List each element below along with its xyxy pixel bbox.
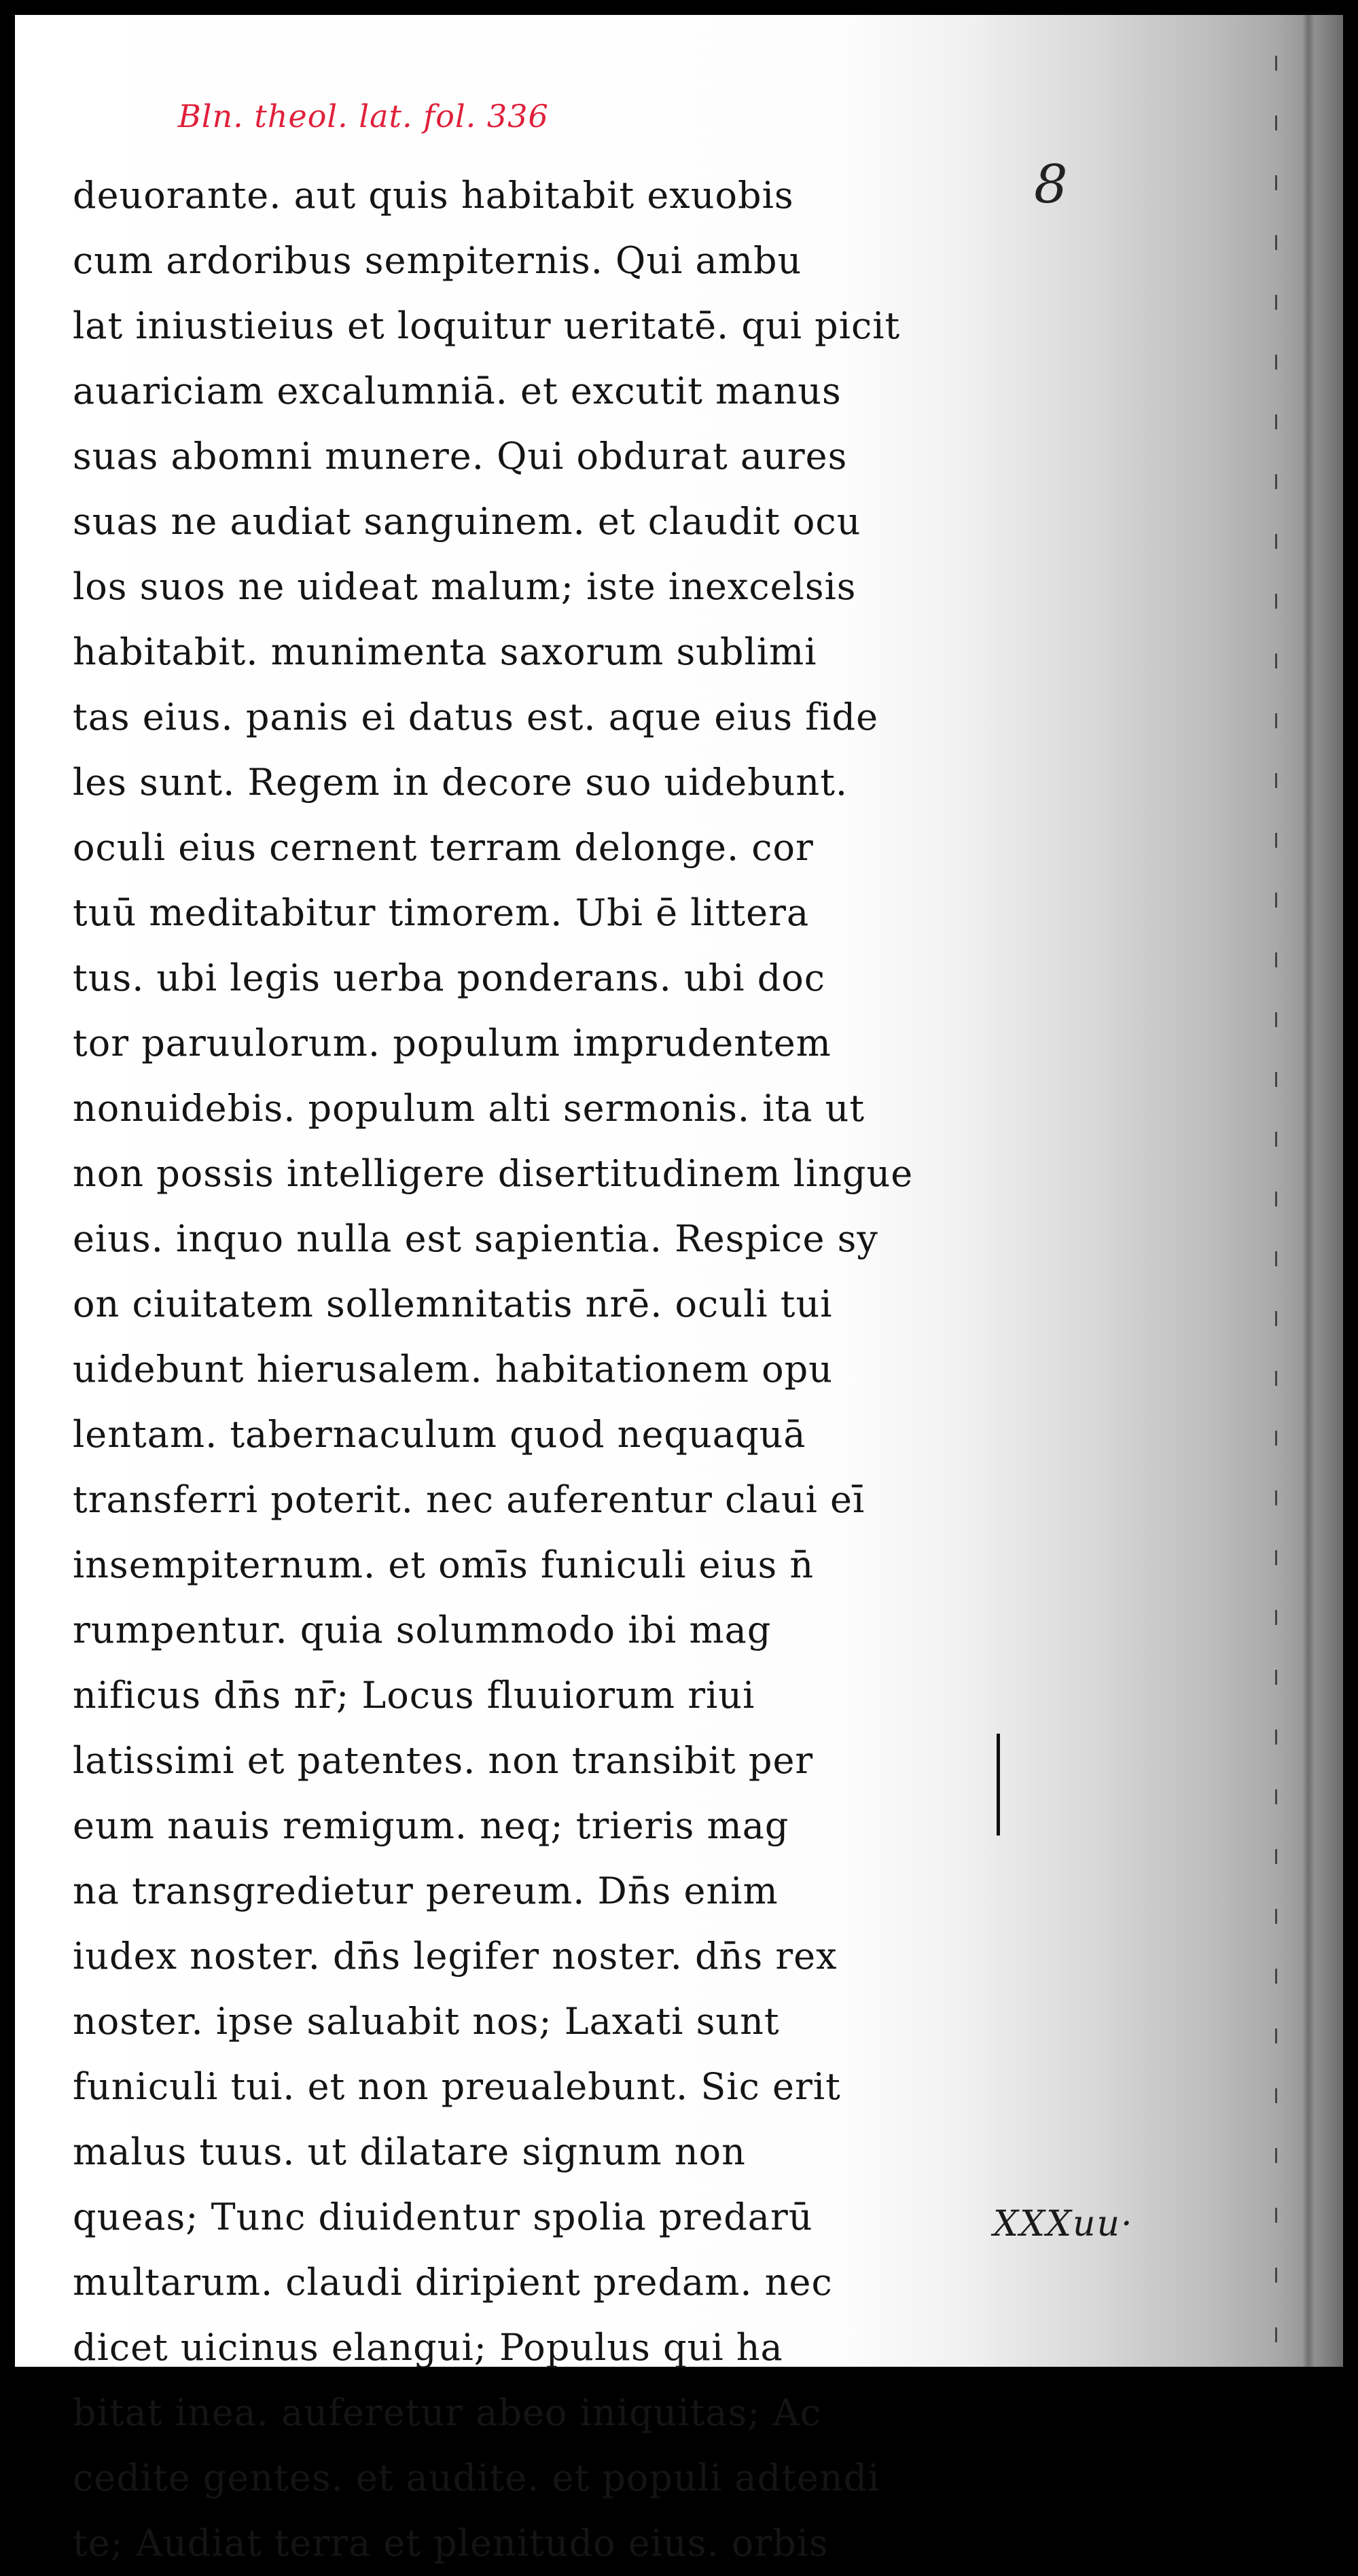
ruling-dash: [1275, 175, 1277, 190]
page-fold-shadow: [1302, 15, 1315, 2367]
ruling-dash: [1275, 295, 1277, 310]
text-line: lentam. tabernaculum quod nequaquā: [73, 1413, 806, 1456]
text-line: habitabit. munimenta saxorum sublimi: [73, 630, 817, 673]
ruling-dash: [1275, 1610, 1277, 1625]
text-line: oculi eius cernent terram delonge. cor: [73, 826, 814, 869]
ruling-dash: [1275, 594, 1277, 609]
text-line: tas eius. panis ei datus est. aque eius fide: [73, 696, 879, 738]
ruling-dash: [1275, 2148, 1277, 2163]
ruling-dash: [1275, 713, 1277, 728]
ruling-dash: [1275, 1132, 1277, 1147]
text-line: na transgredietur pereum. Dn̄s enim: [73, 1870, 779, 1912]
text-line: eius. inquo nulla est sapientia. Respice sy: [73, 1217, 878, 1260]
ruling-dash: [1275, 833, 1277, 848]
text-line: multarum. claudi diripient predam. nec: [73, 2261, 833, 2304]
ruling-dash: [1275, 2208, 1277, 2223]
ruling-dash: [1275, 1431, 1277, 1446]
manuscript-text-block: [73, 163, 1037, 2576]
ruling-dash: [1275, 1490, 1277, 1505]
ruling-dash: [1275, 1012, 1277, 1027]
text-line: suas ne audiat sanguinem. et claudit ocu: [73, 500, 861, 543]
text-line: tus. ubi legis uerba ponderans. ubi doc: [73, 956, 826, 999]
text-line: queas; Tunc diuidentur spolia predarū: [73, 2196, 813, 2238]
ruling-dash: [1275, 952, 1277, 967]
ruling-dash: [1275, 1730, 1277, 1745]
margin-vertical-stroke: [997, 1734, 1000, 1836]
text-line: nificus dn̄s nr̄; Locus fluuiorum riui: [73, 1674, 755, 1717]
ruling-dash: [1275, 773, 1277, 788]
ruling-dash: [1275, 654, 1277, 668]
text-line: on ciuitatem sollemnitatis nrē. oculi tui: [73, 1283, 833, 1325]
folio-number: 8: [1034, 154, 1068, 215]
text-line: suas abomni munere. Qui obdurat aures: [73, 435, 848, 478]
ruling-dash: [1275, 235, 1277, 250]
ruling-dash: [1275, 2088, 1277, 2103]
text-line: noster. ipse saluabit nos; Laxati sunt: [73, 2000, 780, 2043]
ruling-dash: [1275, 1192, 1277, 1206]
text-line: bitat inea. auferetur abeo iniquitas; Ac: [73, 2391, 821, 2434]
text-line: eum nauis remigum. neq; trieris mag: [73, 1804, 789, 1847]
ruling-dash: [1275, 1969, 1277, 1984]
ruling-dash: [1275, 2327, 1277, 2342]
text-line: latissimi et patentes. non transibit per: [73, 1739, 814, 1782]
margin-chapter-numeral: XXXuu·: [993, 2204, 1134, 2244]
text-line: rumpentur. quia solummodo ibi mag: [73, 1609, 772, 1651]
ruling-dash: [1275, 2268, 1277, 2283]
text-line: nonuidebis. populum alti sermonis. ita ut: [73, 1087, 865, 1130]
ruling-dash: [1275, 1909, 1277, 1924]
ruling-dash: [1275, 1311, 1277, 1326]
text-line: les sunt. Regem in decore suo uidebunt.: [73, 761, 848, 804]
text-line: cum ardoribus sempiternis. Qui ambu: [73, 239, 802, 282]
text-line: lat iniustieius et loquitur ueritatē. qui picit: [73, 304, 901, 347]
text-line: te; Audiat terra et plenitudo eius. orbis: [73, 2522, 829, 2564]
text-line: cedite gentes. et audite. et populi adtendi: [73, 2456, 880, 2499]
text-line: transferri poterit. nec auferentur claui eī: [73, 1478, 865, 1521]
ruling-dash: [1275, 355, 1277, 370]
ruling-dash: [1275, 474, 1277, 489]
ruling-dash: [1275, 1371, 1277, 1386]
ruling-dash: [1275, 1670, 1277, 1685]
text-line: iudex noster. dn̄s legifer noster. dn̄s rex: [73, 1935, 838, 1978]
ruling-dash: [1275, 115, 1277, 130]
text-line: los suos ne uideat malum; iste inexcelsis: [73, 565, 857, 608]
text-line: insempiternum. et omīs funiculi eius n̄: [73, 1543, 815, 1586]
text-line: funiculi tui. et non preualebunt. Sic erit: [73, 2065, 841, 2108]
text-line: dicet uicinus elangui; Populus qui ha: [73, 2326, 783, 2369]
text-line: tor paruulorum. populum imprudentem: [73, 1022, 832, 1065]
text-line: auariciam excalumniā. et excutit manus: [73, 370, 842, 412]
manuscript-page: [15, 15, 1343, 2564]
ruling-dash: [1275, 534, 1277, 549]
text-line: non possis intelligere disertitudinem lingue: [73, 1152, 914, 1195]
ruling-dash: [1275, 893, 1277, 908]
text-line: deuorante. aut quis habitabit exuobis: [73, 174, 794, 217]
ruling-dash: [1275, 1251, 1277, 1266]
ruling-dash: [1275, 414, 1277, 429]
text-line: malus tuus. ut dilatare signum non: [73, 2130, 746, 2173]
ruling-dash: [1275, 2028, 1277, 2043]
ruling-dash: [1275, 56, 1277, 71]
shelfmark-annotation: Bln. theol. lat. fol. 336: [178, 98, 549, 135]
text-line: uidebunt hierusalem. habitationem opu: [73, 1348, 833, 1391]
ruling-dash: [1275, 1849, 1277, 1864]
ruling-dash: [1275, 1789, 1277, 1804]
ruling-dash: [1275, 1072, 1277, 1087]
ruling-dash: [1275, 1550, 1277, 1565]
text-line: tuū meditabitur timorem. Ubi ē littera: [73, 891, 810, 934]
